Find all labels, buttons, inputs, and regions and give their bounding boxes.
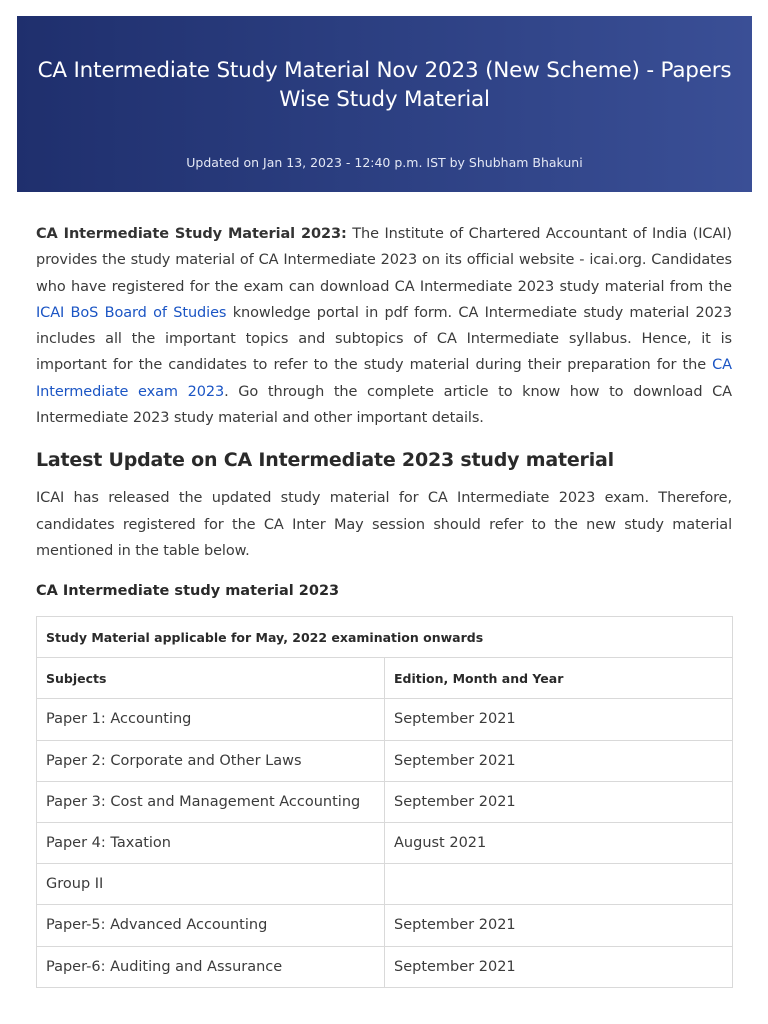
latest-update-heading: Latest Update on CA Intermediate 2023 study material xyxy=(36,449,614,472)
intro-lead: CA Intermediate Study Material 2023: xyxy=(36,226,347,242)
table-row xyxy=(37,699,733,740)
subject-cell: Paper 3: Cost and Management Accounting xyxy=(37,781,385,822)
edition-cell xyxy=(385,864,733,905)
edition-cell: August 2021 xyxy=(385,822,733,863)
intro-text-3: . Go through the complete article to know how to download CA Intermediate 2023 study material and other important details. xyxy=(36,383,732,427)
table-caption: Study Material applicable for May, 2022 examination onwards xyxy=(37,617,733,658)
table-row xyxy=(37,905,733,946)
table-row xyxy=(37,946,733,987)
latest-update-paragraph: ICAI has released the updated study material for CA Intermediate 2023 exam. Therefore, candidates registered for the CA Inter May session should refer to the new study material mentioned in the table below. xyxy=(36,490,732,559)
table-row xyxy=(37,822,733,863)
article-header xyxy=(17,16,752,192)
table-title: CA Intermediate study material 2023 xyxy=(36,583,340,600)
header-edition: Edition, Month and Year xyxy=(385,658,733,699)
article-body xyxy=(36,221,732,605)
table-header-row xyxy=(37,658,733,699)
intro-text-1: The Institute of Chartered Accountant of India (ICAI) provides the study material of CA Intermediate 2023 on its official website - icai.org. Candidates who have registered for the exam can download CA Intermediate 2023 study material from the xyxy=(36,226,732,295)
intro-paragraph xyxy=(36,221,732,431)
table-row xyxy=(37,864,733,905)
group-cell: Group II xyxy=(37,864,385,905)
edition-cell: September 2021 xyxy=(385,781,733,822)
subject-cell: Paper 1: Accounting xyxy=(37,699,385,740)
subject-cell: Paper-6: Auditing and Assurance xyxy=(37,946,385,987)
subject-cell: Paper 2: Corporate and Other Laws xyxy=(37,740,385,781)
edition-cell: September 2021 xyxy=(385,740,733,781)
table-row xyxy=(37,740,733,781)
subject-cell: Paper 4: Taxation xyxy=(37,822,385,863)
page-title: CA Intermediate Study Material Nov 2023 (New Scheme) - Papers Wise Study Material xyxy=(37,58,732,112)
header-subjects: Subjects xyxy=(37,658,385,699)
subject-cell: Paper-5: Advanced Accounting xyxy=(37,905,385,946)
edition-cell: September 2021 xyxy=(385,699,733,740)
table-row xyxy=(37,781,733,822)
edition-cell: September 2021 xyxy=(385,905,733,946)
intro-text-2: knowledge portal in pdf form. CA Intermediate study material 2023 includes all the important topics and subtopics of CA Intermediate syllabus. Hence, it is important for the candidates to refer to the study material during their preparation for the xyxy=(36,304,732,374)
icai-bos-link[interactable]: ICAI BoS Board of Studies xyxy=(36,304,227,321)
updated-meta: Updated on Jan 13, 2023 - 12:40 p.m. IST by Shubham Bhakuni xyxy=(186,155,583,170)
table-caption-row xyxy=(37,617,733,658)
edition-cell: September 2021 xyxy=(385,946,733,987)
study-material-table xyxy=(36,616,733,988)
ca-inter-exam-link[interactable]: CA Intermediate exam 2023 xyxy=(36,357,732,400)
